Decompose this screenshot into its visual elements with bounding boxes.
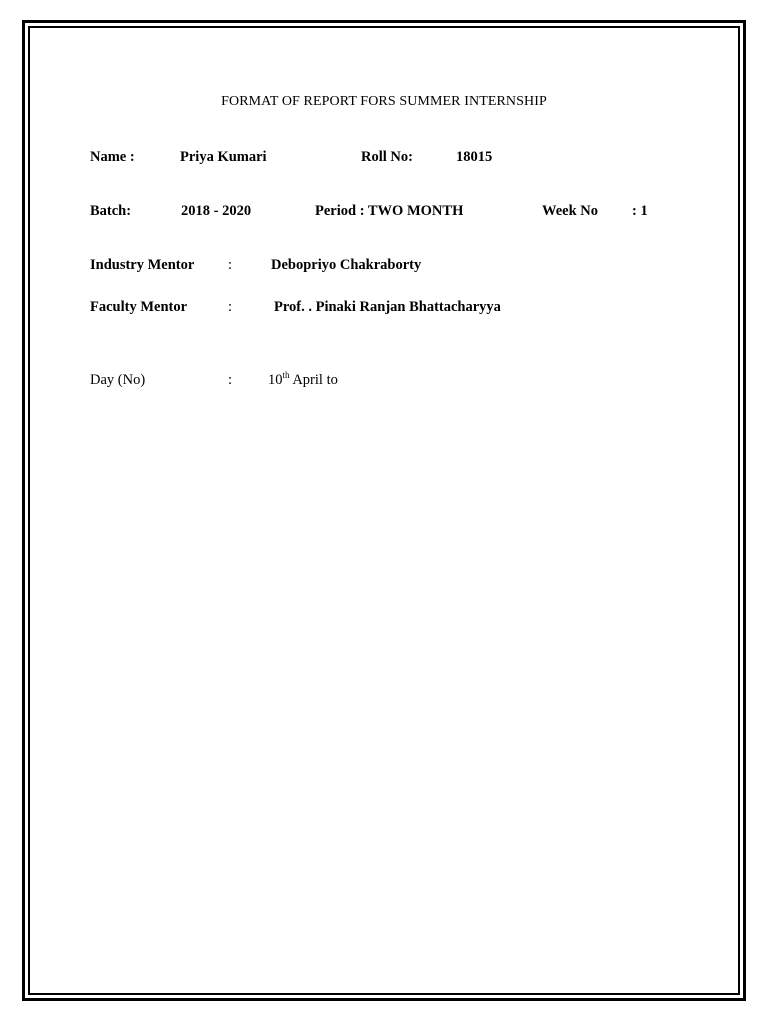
industry-mentor-colon: : [228,257,233,273]
day-label: Day (No) [90,372,146,388]
week-label: Week No [542,203,598,219]
day-colon: : [228,372,233,388]
industry-mentor-value: Debopriyo Chakraborty [271,257,422,273]
day-rest: April to [289,372,338,388]
day-ordinal-suffix: th [282,370,290,381]
roll-value: 18015 [456,149,493,165]
day-number: 10 [268,372,283,388]
faculty-mentor-label: Faculty Mentor [90,299,188,315]
report-title: FORMAT OF REPORT FORS SUMMER INTERNSHIP [221,94,547,109]
roll-label: Roll No: [361,149,413,165]
period-label: Period : TWO MONTH [315,203,464,219]
week-value: : 1 [632,203,648,219]
batch-value: 2018 - 2020 [181,203,252,219]
day-value [268,371,338,389]
faculty-mentor-colon: : [228,299,233,315]
page-border-inner [28,26,740,995]
batch-label: Batch: [90,203,132,219]
faculty-mentor-value: Prof. . Pinaki Ranjan Bhattacharyya [274,299,501,315]
name-value: Priya Kumari [180,149,267,165]
industry-mentor-label: Industry Mentor [90,257,195,273]
name-label: Name : [90,149,135,165]
